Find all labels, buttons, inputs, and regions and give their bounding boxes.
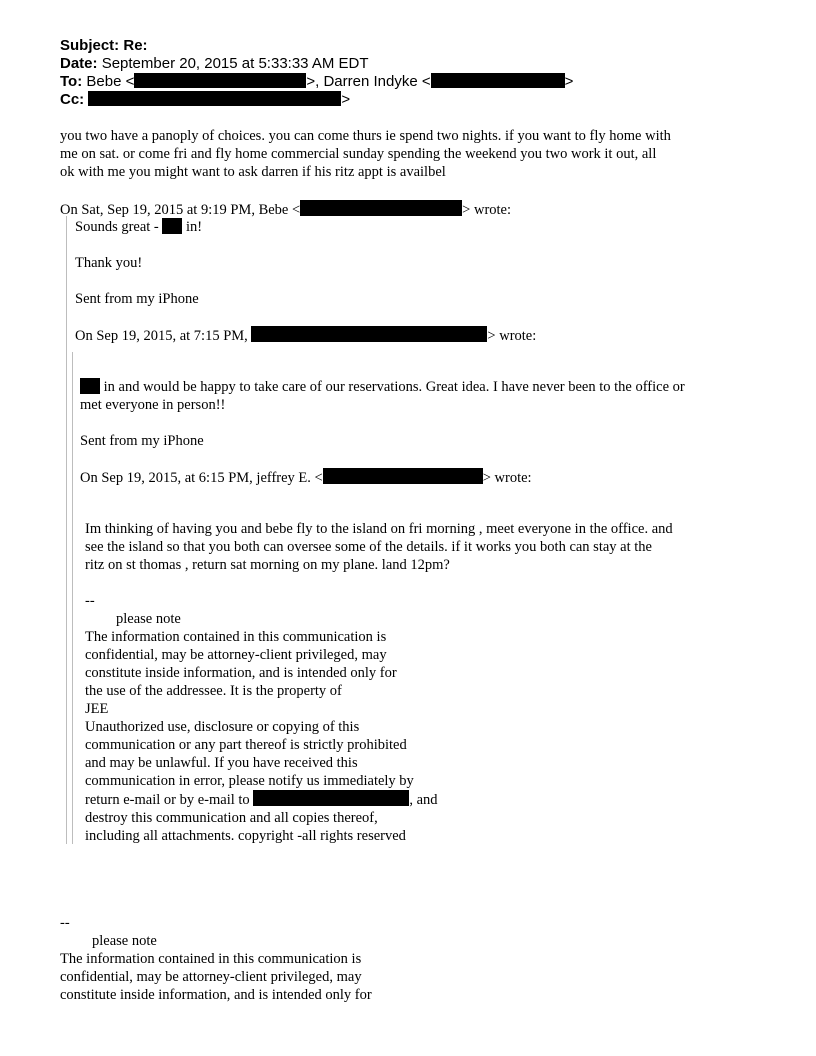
to-name-darren: >, Darren Indyke < (306, 73, 431, 90)
quote3-line: Im thinking of having you and bebe fly to the island on fri morning , meet everyone in the office. and (85, 521, 673, 537)
disclaimer-line: Unauthorized use, disclosure or copying of this (85, 719, 360, 735)
disclaimer-line: the use of the addressee. It is the property of (85, 683, 342, 699)
redaction-block (134, 73, 306, 88)
footer-line: constitute inside information, and is intended only for (60, 987, 372, 1003)
quote3-attribution: On Sep 19, 2015, at 6:15 PM, jeffrey E. < > wrote: (80, 470, 532, 486)
disclaimer-line: JEE (85, 701, 109, 717)
body-line: ok with me you might want to ask darren if his ritz appt is availbel (60, 164, 446, 180)
quote1-attribution: On Sat, Sep 19, 2015 at 9:19 PM, Bebe < > wrote: (60, 202, 512, 218)
to-label: To: (60, 73, 83, 90)
quote-bar (72, 352, 73, 844)
redaction-block (323, 468, 483, 484)
disclaimer-line: constitute inside information, and is intended only for (85, 665, 397, 681)
footer-dashes: -- (60, 915, 70, 931)
redaction-block (88, 91, 341, 106)
quote1-line1: Sounds great - in! (75, 219, 203, 235)
signature-dashes: -- (85, 593, 95, 609)
date-label: Date: (60, 55, 98, 72)
quote3-body (85, 520, 673, 574)
quote2-signature: Sent from my iPhone (80, 433, 204, 449)
redaction-block (80, 378, 100, 394)
disclaimer-line: confidential, may be attorney-client privileged, may (85, 647, 387, 663)
quote2-attribution: On Sep 19, 2015, at 7:15 PM, > wrote: (75, 328, 537, 344)
redaction-block (431, 73, 565, 88)
subject-label: Subject: (60, 37, 120, 54)
redaction-block (162, 218, 182, 234)
cc-end: > (341, 91, 351, 108)
subject-line (60, 37, 148, 55)
disclaimer-line: The information contained in this communication is (85, 629, 387, 645)
quote-bar (66, 216, 67, 844)
disclaimer-line: communication in error, please notify us immediately by (85, 773, 414, 789)
disclaimer (85, 628, 438, 845)
quote2-line2: met everyone in person!! (80, 397, 226, 413)
to-name-bebe: Bebe < (86, 73, 135, 90)
footer-line: confidential, may be attorney-client privileged, may (60, 969, 362, 985)
disclaimer-line: and may be unlawful. If you have received this (85, 755, 358, 771)
quote1-thanks: Thank you! (75, 255, 143, 271)
to-end: > (564, 73, 574, 90)
disclaimer-line: communication or any part thereof is strictly prohibited (85, 737, 407, 753)
please-note: please note (116, 611, 181, 627)
disclaimer-line: including all attachments. copyright -all rights reserved (85, 828, 406, 844)
redaction-block (300, 200, 462, 216)
cc-label: Cc: (60, 91, 85, 108)
cc-line (60, 91, 350, 109)
redaction-block (251, 326, 487, 342)
footer-disclaimer (60, 950, 372, 1004)
disclaimer-line: destroy this communication and all copies thereof, (85, 810, 378, 826)
disclaimer-email-line: return e-mail or by e-mail to , and (85, 792, 438, 808)
to-line (60, 73, 573, 91)
date-line (60, 55, 369, 73)
subject-value: Re: (123, 37, 148, 54)
quote3-line: see the island so that you both can oversee some of the details. if it works you both can stay at the (85, 539, 652, 555)
date-value: September 20, 2015 at 5:33:33 AM EDT (101, 55, 369, 72)
footer-line: The information contained in this communication is (60, 951, 362, 967)
redaction-block (253, 790, 409, 806)
quote2-line1: in and would be happy to take care of our reservations. Great idea. I have never been to the office or (80, 378, 685, 396)
message-body (60, 127, 671, 181)
body-line: you two have a panoply of choices. you can come thurs ie spend two nights. if you want to fly home with (60, 128, 671, 144)
quote1-signature: Sent from my iPhone (75, 291, 199, 307)
footer-please-note: please note (92, 933, 157, 949)
body-line: me on sat. or come fri and fly home commercial sunday spending the weekend you two work it out, all (60, 146, 657, 162)
quote3-line: ritz on st thomas , return sat morning on my plane. land 12pm? (85, 557, 450, 573)
